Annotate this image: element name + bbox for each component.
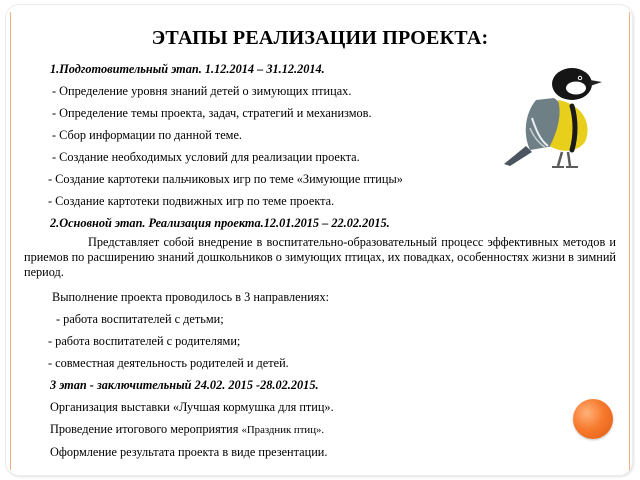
- stage3-item2-main: Проведение итогового мероприятия: [50, 422, 242, 436]
- stage1-item: - Создание необходимых условий для реализации проекта.: [52, 150, 360, 164]
- stage2-directions-intro: Выполнение проекта проводилось в 3 направлениях:: [52, 290, 330, 304]
- stage2-heading: 2.Основной этап. Реализация проекта.12.01.2015 – 22.02.2015.: [50, 216, 390, 230]
- stage2-direction: - работа воспитателей с родителями;: [48, 334, 241, 348]
- stage1-item-extra: - Создание картотеки подвижных игр по теме проекта.: [48, 194, 335, 208]
- stage2-direction: - работа воспитателей с детьми;: [56, 312, 224, 326]
- slide-content: [24, 58, 616, 463]
- stage3-item: Организация выставки «Лучшая кормушка для птиц».: [50, 400, 334, 414]
- stage2-direction: - совместная деятельность родителей и детей.: [48, 356, 289, 370]
- stage3-item2-small: «Праздник птиц».: [241, 424, 325, 436]
- stage1-item: - Определение уровня знаний детей о зимующих птицах.: [52, 84, 352, 98]
- orange-circle-icon: [573, 399, 613, 439]
- stage3-item: Оформление результата проекта в виде презентации.: [50, 445, 328, 459]
- stage2-paragraph: Представляет собой внедрение в воспитательно-образовательный процесс эффективных методов и приемов по расширению знаний дошкольников о зимующих птицах, их повадках, особенностях жизни в зимний период.: [24, 235, 616, 279]
- stage3-item: [24, 418, 616, 441]
- stage1-item: - Определение темы проекта, задач, стратегий и механизмов.: [52, 106, 372, 120]
- stage1-item: - Сбор информации по данной теме.: [52, 128, 242, 142]
- stage3-heading: 3 этап - заключительный 24.02. 2015 -28.02.2015.: [50, 378, 319, 392]
- frame-line-right: [629, 12, 630, 470]
- slide-title: ЭТАПЫ РЕАЛИЗАЦИИ ПРОЕКТА:: [151, 27, 489, 49]
- frame-line-left: [10, 12, 11, 470]
- stage1-item-extra: - Создание картотеки пальчиковых игр по теме «Зимующие птицы»: [48, 172, 403, 186]
- stage1-heading: 1.Подготовительный этап. 1.12.2014 – 31.12.2014.: [50, 62, 325, 76]
